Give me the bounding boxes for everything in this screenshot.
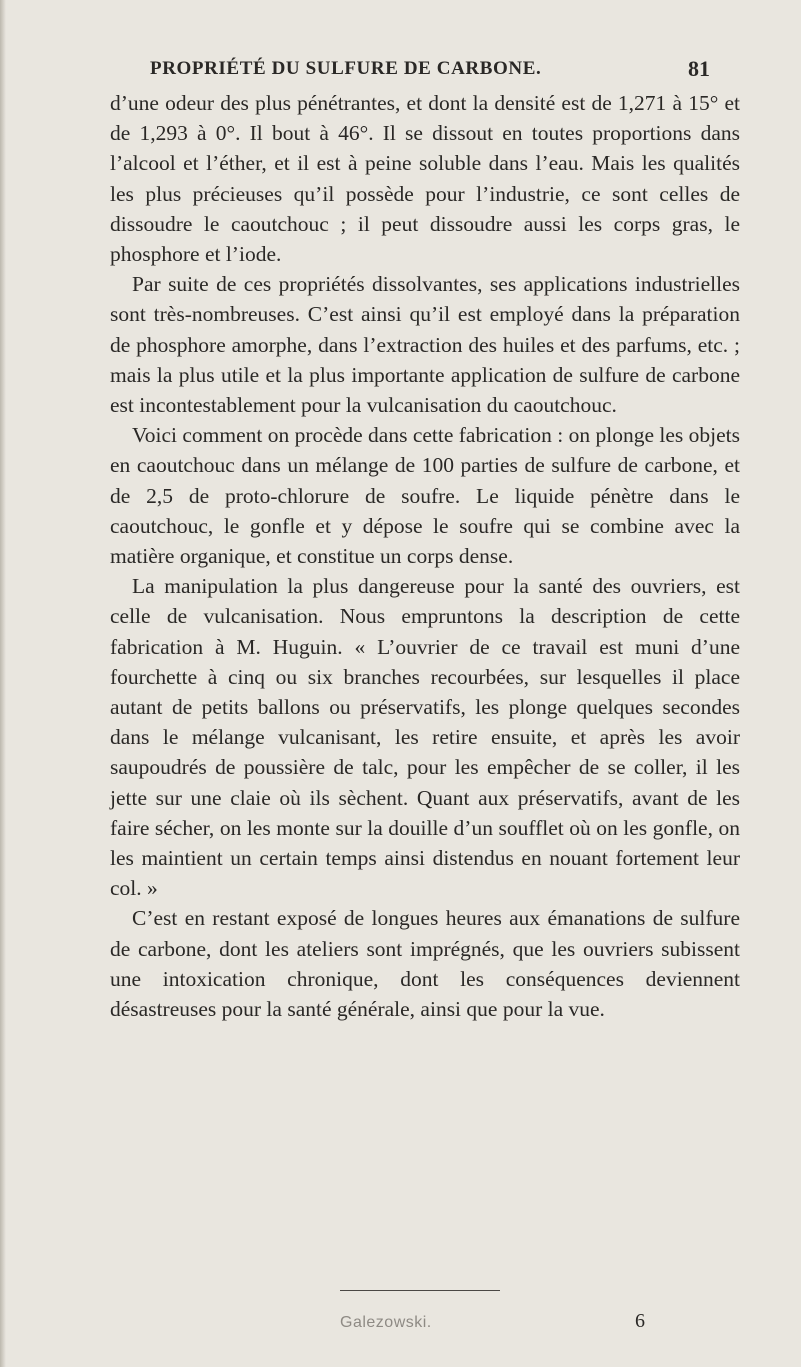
page-header <box>150 58 710 88</box>
paragraph-1: d’une odeur des plus pénétrantes, et dont la densité est de 1,271 à 15° et de 1,293 à 0°. Il bout à 46°. Il se dissout en toutes proportions dans l’alcool et l’éther, et il est à peine soluble dans l’eau. Mais les qualités les plus précieuses qu’il possède pour l’industrie, ce sont celles de dissoudre le caoutchouc ; il peut dissoudre aussi les corps gras, le phosphore et l’iode. <box>110 91 740 267</box>
signature-mark: Galezowski. <box>340 1314 432 1331</box>
paragraph-4: La manipulation la plus dangereuse pour la santé des ouvriers, est celle de vulcanisation. Nous empruntons la description de cette fabrication à M. Huguin. « L’ouvrier de ce travail est muni d’une fourchette à cinq ou six branches recourbées, sur lesquelles il place autant de petits ballons ou préservatifs, les plonge quelques secondes dans le mélange vulcanisant, les retire ensuite, et après les avoir saupoudrés de poussière de talc, pour les empêcher de se coller, il les jette sur une claie où ils sèchent. Quant aux préservatifs, avant de les faire sécher, on les monte sur la douille d’un soufflet où on les gonfle, on les maintient un certain temps ainsi distendus en nouant fortement leur col. » <box>110 574 740 901</box>
running-head: PROPRIÉTÉ DU SULFURE DE CARBONE. <box>150 58 542 79</box>
paragraph-2: Par suite de ces propriétés dissolvantes, ses applications industrielles sont très-nombreuses. C’est ainsi qu’il est employé dans la préparation de phosphore amorphe, dans l’extraction des huiles et des parfums, etc. ; mais la plus utile et la plus importante application de sulfure de carbone est incontestablement pour la vulcanisation du caoutchouc. <box>110 272 740 418</box>
page-binding-edge <box>0 0 6 1367</box>
paragraph-3: Voici comment on procède dans cette fabrication : on plonge les objets en caoutchouc dans un mélange de 100 parties de sulfure de carbone, et de 2,5 de proto-chlorure de soufre. Le liquide pénètre dans le caoutchouc, le gonfle et y dépose le soufre qui se combine avec la matière organique, et constitue un corps dense. <box>110 423 740 569</box>
footer-rule <box>340 1290 500 1291</box>
sheet-number: 6 <box>635 1310 645 1332</box>
page-footer <box>340 1290 760 1350</box>
page-number: 81 <box>688 56 710 81</box>
body-text <box>110 88 740 1024</box>
paragraph-5: C’est en restant exposé de longues heures aux émanations de sulfure de carbone, dont les ateliers sont imprégnés, que les ouvriers subissent une intoxication chronique, dont les conséquences deviennent désastreuses pour la santé générale, ainsi que pour la vue. <box>110 906 740 1022</box>
